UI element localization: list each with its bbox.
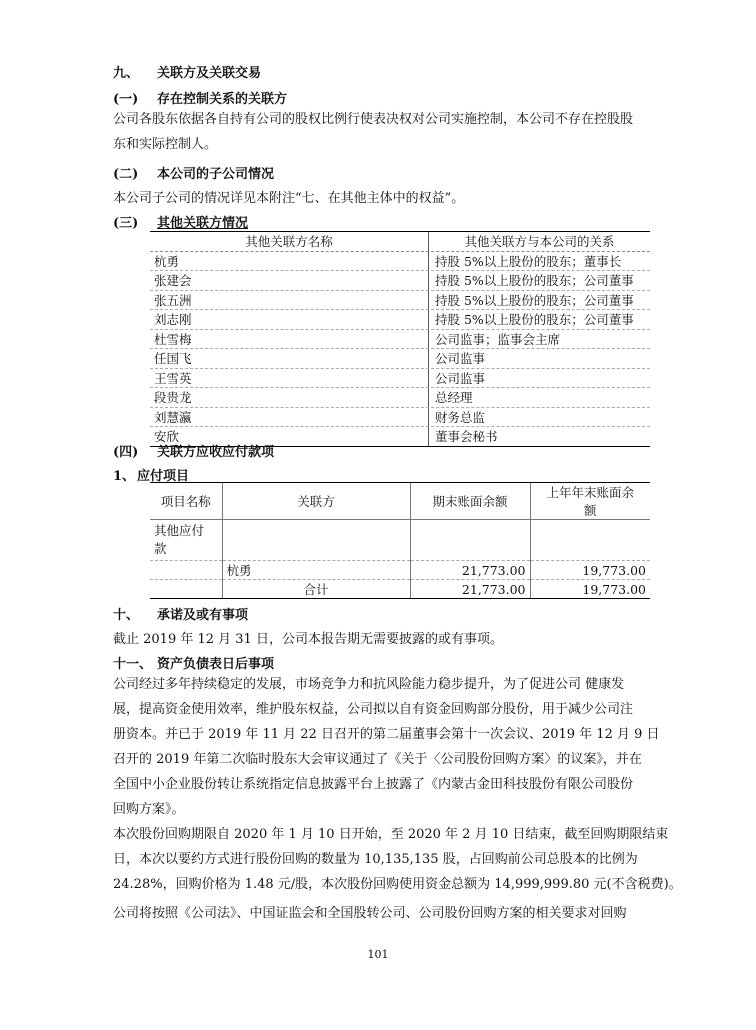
paragraph-line: 召开的 2019 年第二次临时股东大会审议通过了《关于〈公司股份回购方案〉的议案》，并在: [113, 752, 642, 767]
related-party-relation: 持股 5%以上股份的股东；董事长: [428, 252, 650, 271]
section-9-title: 关联方及关联交易: [157, 66, 262, 81]
related-party-name: 张五洲: [154, 292, 192, 308]
header-prev-line2: 额: [583, 503, 597, 518]
header-prev-line1: 上年年末账面余: [546, 485, 634, 500]
total-label-cell: 合计: [222, 580, 410, 599]
paragraph-buyback-plan: [113, 672, 660, 822]
table-row: [150, 369, 650, 389]
category-line2: 款: [154, 541, 167, 556]
subsection-2-title: 本公司的子公司情况: [157, 167, 275, 182]
related-party-relation: 公司监事: [428, 349, 650, 368]
section-10-title: 承诺及或有事项: [157, 608, 249, 623]
page-number: 101: [367, 948, 389, 961]
related-party-name: 杜雪梅: [154, 331, 192, 347]
related-party-relation: 持股 5%以上股份的股东；公司董事: [428, 310, 650, 329]
table-row: [150, 388, 650, 408]
related-party-name: 任国飞: [154, 351, 192, 367]
paragraph-line: 全国中小企业股份转让系统指定信息披露平台上披露了《内蒙古金田科技股份有限公司股份: [113, 777, 634, 792]
related-party-relation: 公司监事: [428, 369, 650, 388]
related-party-relation: 持股 5%以上股份的股东；公司董事: [428, 291, 650, 310]
related-party-name: 段贵龙: [154, 390, 192, 406]
item-1-title: 应付项目: [137, 469, 190, 484]
total-end-cell: 21,773.00: [410, 580, 530, 599]
section-11-title: 资产负债表日后事项: [157, 657, 275, 672]
paragraph-compliance: 公司将按照《公司法》、中国证监会和全国股转公司、公司股份回购方案的相关要求对回购: [113, 906, 627, 921]
section-9-number: 九、: [113, 66, 140, 81]
subsection-4-number: (四): [113, 445, 139, 460]
paragraph-contingencies: 截止 2019 年 12 月 31 日，公司本报告期无需要披露的或有事项。: [113, 632, 503, 647]
empty-cell: [222, 520, 410, 561]
empty-cell: [150, 561, 222, 580]
paragraph-subsidiaries: 本公司子公司的情况详见本附注“七、在其他主体中的权益”。: [113, 191, 465, 206]
empty-cell: [150, 580, 222, 599]
related-party-name: 张建会: [154, 273, 192, 289]
paragraph-line: 本次股份回购期限自 2020 年 1 月 10 日开始，至 2020 年 2 月 10 日结束，截至回购期限结束: [113, 827, 669, 842]
party-cell: 杭勇: [222, 561, 410, 580]
related-party-name: 刘志刚: [154, 312, 192, 328]
header-name: 其他关联方名称: [245, 234, 333, 250]
item-1-number: 1、: [113, 469, 136, 484]
category-cell: [150, 520, 222, 561]
prev-balance-cell: 19,773.00: [530, 561, 650, 580]
related-party-relation: 董事会秘书: [428, 427, 650, 446]
table-row: [150, 271, 650, 291]
paragraph-line: 24.28%，回购价格为 1.48 元/股，本次股份回购使用资金总额为 14,999,999.80 元(不含税费)。: [113, 877, 682, 892]
table-row: [150, 252, 650, 272]
header-relation: 其他关联方与本公司的关系: [428, 232, 650, 251]
table-row: [150, 561, 650, 580]
header-item: 项目名称: [150, 483, 222, 520]
empty-cell: [410, 520, 530, 561]
paragraph-line: 展，提高资金使用效率，维护股东权益，公司拟以自有资金回购部分股份，用于减少公司注: [113, 702, 634, 717]
table-row: [150, 520, 650, 561]
table-row: [150, 349, 650, 369]
related-party-name: 王雪英: [154, 370, 192, 386]
table-row: [150, 330, 650, 350]
category-line1: 其他应付: [154, 523, 205, 538]
related-party-relation: 公司监事；监事会主席: [428, 330, 650, 349]
table-row: [150, 408, 650, 428]
related-party-name: 杭勇: [154, 253, 180, 269]
related-party-relation: 持股 5%以上股份的股东；公司董事: [428, 271, 650, 290]
empty-cell: [530, 520, 650, 561]
paragraph-control: [113, 107, 645, 157]
paragraph-line: 公司各股东依据各自持有公司的股权比例行使表决权对公司实施控制，本公司不存在控股股: [113, 112, 634, 127]
end-balance-cell: 21,773.00: [410, 561, 530, 580]
subsection-1-title: 存在控制关系的关联方: [157, 92, 288, 107]
table-row: [150, 310, 650, 330]
related-parties-table: [150, 231, 650, 447]
paragraph-line: 公司经过多年持续稳定的发展，市场竞争力和抗风险能力稳步提升，为了促进公司 健康发: [113, 677, 625, 692]
header-end-balance: 期末账面余额: [410, 483, 530, 520]
paragraph-buyback-result: [113, 822, 682, 897]
paragraph-line: 回购方案》。: [113, 802, 185, 817]
related-party-relation: 总经理: [428, 388, 650, 407]
table-row: [150, 291, 650, 311]
subsection-2-number: (二): [113, 167, 139, 182]
table-header-row: [150, 231, 650, 252]
subsection-1-number: (一): [113, 92, 139, 107]
total-prev-cell: 19,773.00: [530, 580, 650, 599]
table-total-row: [150, 580, 650, 599]
table-header-row: [150, 483, 650, 520]
paragraph-line: 日，本次以要约方式进行股份回购的数量为 10,135,135 股，占回购前公司总股本的比例为: [113, 852, 638, 867]
paragraph-line: 册资本。并已于 2019 年 11 月 22 日召开的第二届董事会第十一次会议、2019 年 12 月 9 日: [113, 727, 660, 742]
section-10-number: 十、: [113, 608, 140, 623]
section-11-number: 十一、: [113, 657, 153, 672]
header-party: 关联方: [222, 483, 410, 520]
header-prev-balance: [530, 483, 650, 520]
subsection-4-title: 关联方应收应付款项: [157, 445, 275, 460]
paragraph-line: 东和实际控制人。: [113, 137, 218, 152]
related-party-relation: 财务总监: [428, 408, 650, 427]
related-party-name: 安欣: [154, 429, 180, 445]
payables-table: [150, 482, 650, 599]
subsection-3-number: (三): [113, 216, 139, 231]
related-party-name: 刘慧瀛: [154, 409, 192, 425]
subsection-3-title: 其他关联方情况: [157, 216, 249, 231]
